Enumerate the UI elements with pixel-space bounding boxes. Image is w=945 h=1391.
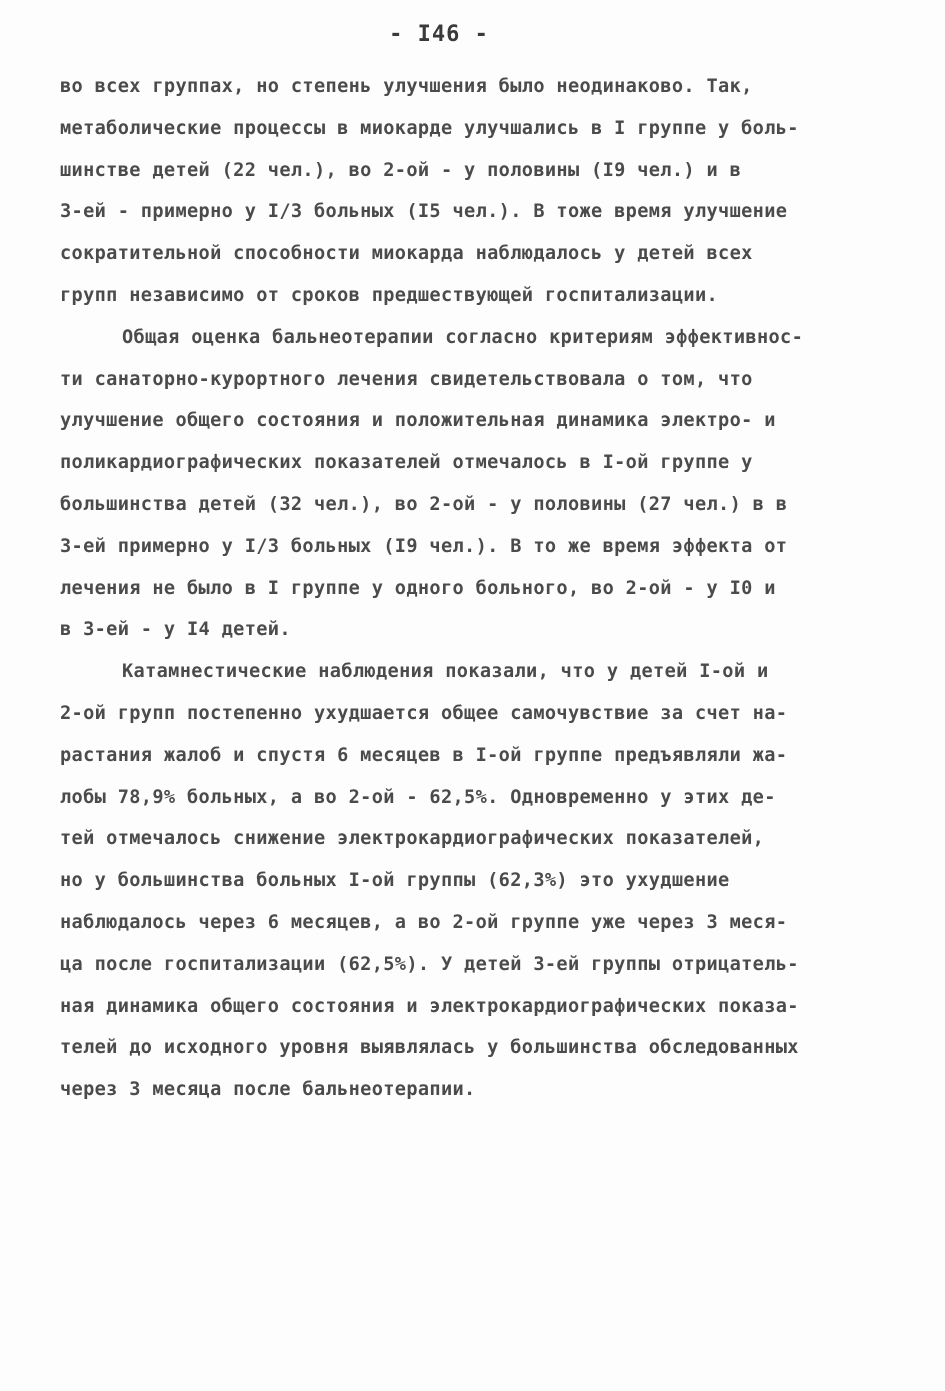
text-line: лобы 78,9% больных, а во 2-ой - 62,5%. Одновременно у этих де- — [60, 786, 776, 808]
text-line: ти санаторно-курортного лечения свидетельствовала о том, что — [60, 368, 753, 390]
text-line: 3-ей примерно у I/3 больных (I9 чел.). В то же время эффекта от — [60, 535, 788, 557]
text-line: улучшение общего состояния и положительная динамика электро- и — [60, 410, 776, 432]
text-line: в 3-ей - у I4 детей. — [60, 619, 291, 641]
text-line: метаболические процессы в миокарде улучшались в I группе у боль- — [60, 117, 799, 139]
text-line: наблюдалось через 6 месяцев, а во 2-ой группе уже через 3 меся- — [60, 911, 788, 933]
text-line: телей до исходного уровня выявлялась у большинства обследованных — [60, 1037, 799, 1059]
paragraph — [60, 66, 900, 317]
text-line: групп независимо от сроков предшествующей госпитализации. — [60, 284, 719, 306]
text-line: ца после госпитализации (62,5%). У детей 3-ей группы отрицатель- — [60, 953, 799, 975]
text-line: ная динамика общего состояния и электрокардиографических показа- — [60, 995, 799, 1017]
paragraph — [60, 317, 900, 651]
text-line: сократительной способности миокарда наблюдалось у детей всех — [60, 243, 753, 265]
text-line: Катамнестические наблюдения показали, что у детей I-ой и — [122, 661, 769, 683]
text-line: 3-ей - примерно у I/3 больных (I5 чел.). В тоже время улучшение — [60, 201, 788, 223]
text-line: большинства детей (32 чел.), во 2-ой - у половины (27 чел.) в в — [60, 493, 788, 515]
text-line: Общая оценка бальнеотерапии согласно критериям эффективнос- — [122, 326, 804, 348]
body-text — [60, 66, 900, 1111]
text-line: но у большинства больных I-ой группы (62,3%) это ухудшение — [60, 870, 730, 892]
text-line: растания жалоб и спустя 6 месяцев в I-ой группе предъявляли жа- — [60, 744, 788, 766]
paragraph — [60, 651, 900, 1111]
text-line: тей отмечалось снижение электрокардиографических показателей, — [60, 828, 765, 850]
text-line: лечения не было в I группе у одного больного, во 2-ой - у I0 и — [60, 577, 776, 599]
text-line: шинстве детей (22 чел.), во 2-ой - у половины (I9 чел.) и в — [60, 159, 742, 181]
text-line: через 3 месяца после бальнеотерапии. — [60, 1079, 476, 1101]
text-line: во всех группах, но степень улучшения было неодинаково. Так, — [60, 76, 753, 97]
page-number: - I46 - — [389, 22, 489, 47]
text-line: 2-ой групп постепенно ухудшается общее самочувствие за счет на- — [60, 702, 788, 724]
text-line: поликардиографических показателей отмечалось в I-ой группе у — [60, 452, 753, 474]
